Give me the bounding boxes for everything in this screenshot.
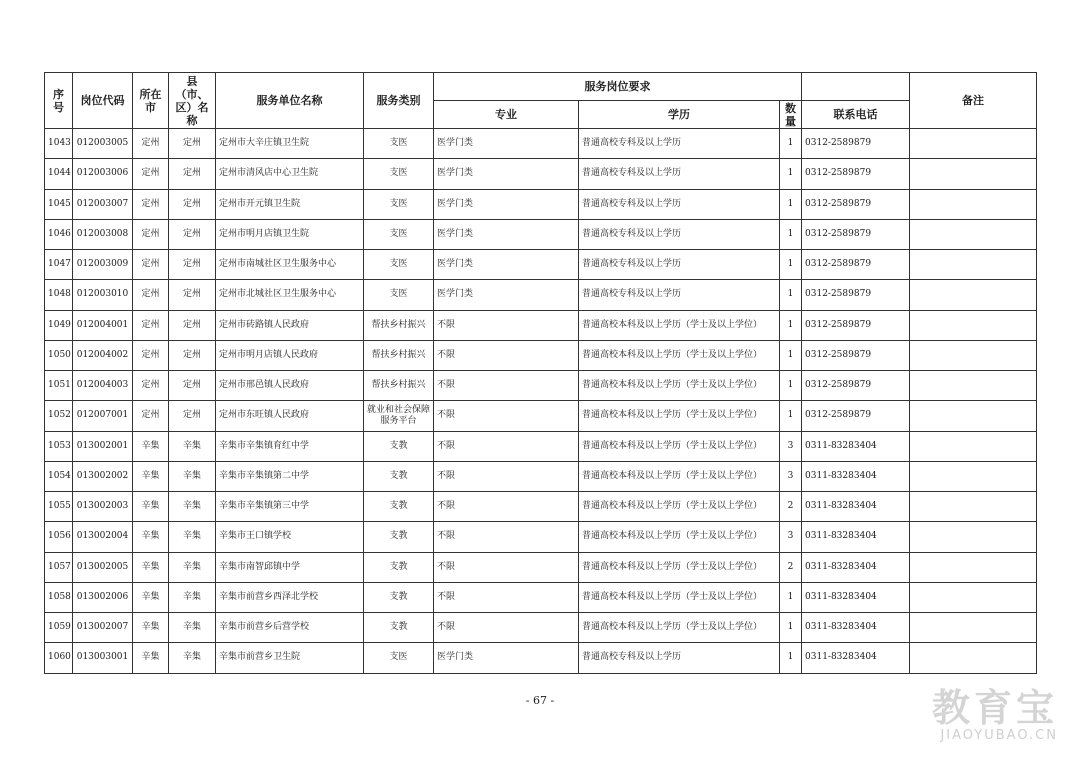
cell-education: 普通高校本科及以上学历（学士及以上学位）	[579, 431, 780, 461]
cell-category: 帮扶乡村振兴	[364, 371, 434, 401]
cell-seq: 1046	[45, 219, 73, 249]
cell-code: 013002007	[73, 613, 133, 643]
cell-quantity: 1	[780, 189, 802, 219]
cell-education: 普通高校专科及以上学历	[579, 219, 780, 249]
cell-seq: 1044	[45, 159, 73, 189]
cell-unit: 辛集市前营乡西泽北学校	[216, 582, 364, 612]
cell-education: 普通高校本科及以上学历（学士及以上学位）	[579, 371, 780, 401]
cell-code: 012007001	[73, 401, 133, 431]
cell-education: 普通高校本科及以上学历（学士及以上学位）	[579, 613, 780, 643]
cell-education: 普通高校专科及以上学历	[579, 189, 780, 219]
cell-seq: 1060	[45, 643, 73, 673]
cell-code: 012003008	[73, 219, 133, 249]
table-row	[45, 159, 1037, 189]
cell-major: 不限	[434, 613, 579, 643]
header-requirements: 服务岗位要求	[434, 73, 802, 101]
cell-county: 定州	[169, 219, 216, 249]
cell-code: 013002002	[73, 461, 133, 491]
cell-education: 普通高校本科及以上学历（学士及以上学位）	[579, 552, 780, 582]
page-number: - 67 -	[525, 694, 555, 707]
cell-category: 支教	[364, 522, 434, 552]
cell-county: 定州	[169, 250, 216, 280]
cell-code: 012003005	[73, 129, 133, 159]
cell-education: 普通高校专科及以上学历	[579, 159, 780, 189]
cell-county: 辛集	[169, 431, 216, 461]
table-row	[45, 522, 1037, 552]
cell-code: 012004002	[73, 340, 133, 370]
cell-unit: 定州市东旺镇人民政府	[216, 401, 364, 431]
cell-seq: 1054	[45, 461, 73, 491]
cell-city: 定州	[133, 371, 169, 401]
cell-major: 医学门类	[434, 189, 579, 219]
cell-city: 定州	[133, 310, 169, 340]
cell-education: 普通高校本科及以上学历（学士及以上学位）	[579, 461, 780, 491]
cell-major: 医学门类	[434, 643, 579, 673]
cell-phone: 0311-83283404	[802, 431, 910, 461]
cell-quantity: 1	[780, 159, 802, 189]
cell-major: 不限	[434, 401, 579, 431]
cell-county: 定州	[169, 401, 216, 431]
cell-remark	[910, 643, 1037, 673]
cell-remark	[910, 340, 1037, 370]
cell-code: 013002003	[73, 492, 133, 522]
header-remark: 备注	[910, 73, 1037, 129]
header-city: 所在市	[133, 73, 169, 129]
header-seq: 序号	[45, 73, 73, 129]
cell-education: 普通高校本科及以上学历（学士及以上学位）	[579, 492, 780, 522]
cell-city: 辛集	[133, 431, 169, 461]
cell-code: 012003009	[73, 250, 133, 280]
cell-phone: 0312-2589879	[802, 280, 910, 310]
cell-city: 辛集	[133, 461, 169, 491]
cell-category: 支教	[364, 552, 434, 582]
header-county: 县（市、区）名称	[169, 73, 216, 129]
cell-county: 辛集	[169, 492, 216, 522]
table-row	[45, 310, 1037, 340]
table-row	[45, 492, 1037, 522]
cell-major: 不限	[434, 552, 579, 582]
cell-county: 定州	[169, 159, 216, 189]
cell-major: 不限	[434, 431, 579, 461]
cell-remark	[910, 159, 1037, 189]
cell-quantity: 3	[780, 431, 802, 461]
cell-seq: 1050	[45, 340, 73, 370]
cell-education: 普通高校本科及以上学历（学士及以上学位）	[579, 401, 780, 431]
cell-unit: 定州市开元镇卫生院	[216, 189, 364, 219]
cell-category: 支教	[364, 613, 434, 643]
cell-category: 支教	[364, 431, 434, 461]
cell-seq: 1059	[45, 613, 73, 643]
cell-quantity: 1	[780, 371, 802, 401]
cell-code: 013002004	[73, 522, 133, 552]
cell-remark	[910, 189, 1037, 219]
cell-unit: 定州市邢邑镇人民政府	[216, 371, 364, 401]
cell-remark	[910, 219, 1037, 249]
cell-education: 普通高校本科及以上学历（学士及以上学位）	[579, 522, 780, 552]
watermark-logo	[932, 688, 1058, 743]
cell-phone: 0311-83283404	[802, 613, 910, 643]
table-row	[45, 401, 1037, 431]
cell-major: 不限	[434, 522, 579, 552]
cell-unit: 辛集市辛集镇第三中学	[216, 492, 364, 522]
table-row	[45, 643, 1037, 673]
cell-category: 支医	[364, 250, 434, 280]
cell-county: 辛集	[169, 552, 216, 582]
cell-remark	[910, 461, 1037, 491]
cell-remark	[910, 613, 1037, 643]
cell-unit: 定州市明月店镇卫生院	[216, 219, 364, 249]
cell-seq: 1049	[45, 310, 73, 340]
cell-code: 013002005	[73, 552, 133, 582]
cell-remark	[910, 371, 1037, 401]
header-category: 服务类别	[364, 73, 434, 129]
cell-city: 辛集	[133, 522, 169, 552]
cell-city: 辛集	[133, 643, 169, 673]
cell-education: 普通高校本科及以上学历（学士及以上学位）	[579, 310, 780, 340]
cell-county: 辛集	[169, 582, 216, 612]
cell-phone: 0311-83283404	[802, 552, 910, 582]
cell-major: 医学门类	[434, 280, 579, 310]
cell-remark	[910, 582, 1037, 612]
cell-city: 定州	[133, 280, 169, 310]
cell-quantity: 1	[780, 310, 802, 340]
cell-phone: 0312-2589879	[802, 401, 910, 431]
cell-unit: 辛集市辛集镇育红中学	[216, 431, 364, 461]
cell-unit: 定州市明月店镇人民政府	[216, 340, 364, 370]
cell-major: 不限	[434, 461, 579, 491]
watermark-domain: JIAOYUBAO.CN	[940, 728, 1058, 743]
cell-unit: 定州市北城社区卫生服务中心	[216, 280, 364, 310]
cell-remark	[910, 401, 1037, 431]
cell-city: 定州	[133, 250, 169, 280]
cell-major: 医学门类	[434, 159, 579, 189]
cell-county: 定州	[169, 280, 216, 310]
cell-city: 定州	[133, 401, 169, 431]
cell-seq: 1045	[45, 189, 73, 219]
cell-seq: 1052	[45, 401, 73, 431]
cell-city: 辛集	[133, 613, 169, 643]
cell-code: 013003001	[73, 643, 133, 673]
cell-phone: 0311-83283404	[802, 461, 910, 491]
cell-phone: 0311-83283404	[802, 492, 910, 522]
cell-code: 012004003	[73, 371, 133, 401]
cell-unit: 辛集市前营乡后营学校	[216, 613, 364, 643]
cell-county: 定州	[169, 129, 216, 159]
cell-quantity: 1	[780, 280, 802, 310]
cell-category: 就业和社会保障服务平台	[364, 401, 434, 431]
cell-category: 支医	[364, 280, 434, 310]
cell-code: 012004001	[73, 310, 133, 340]
cell-major: 不限	[434, 582, 579, 612]
cell-city: 定州	[133, 159, 169, 189]
recruitment-table-sheet	[44, 72, 1036, 674]
cell-county: 辛集	[169, 643, 216, 673]
table-row	[45, 461, 1037, 491]
header-quantity: 数量	[780, 101, 802, 129]
table-body	[45, 129, 1037, 674]
cell-category: 帮扶乡村振兴	[364, 340, 434, 370]
cell-unit: 辛集市王口镇学校	[216, 522, 364, 552]
cell-phone: 0312-2589879	[802, 371, 910, 401]
cell-county: 辛集	[169, 613, 216, 643]
cell-remark	[910, 129, 1037, 159]
cell-county: 辛集	[169, 461, 216, 491]
cell-city: 辛集	[133, 552, 169, 582]
table-row	[45, 189, 1037, 219]
cell-unit: 辛集市南智邱镇中学	[216, 552, 364, 582]
cell-category: 支医	[364, 189, 434, 219]
table-row	[45, 250, 1037, 280]
cell-remark	[910, 492, 1037, 522]
cell-quantity: 1	[780, 129, 802, 159]
cell-remark	[910, 522, 1037, 552]
cell-quantity: 3	[780, 461, 802, 491]
cell-remark	[910, 431, 1037, 461]
cell-major: 医学门类	[434, 219, 579, 249]
cell-education: 普通高校专科及以上学历	[579, 250, 780, 280]
cell-city: 定州	[133, 340, 169, 370]
cell-city: 定州	[133, 129, 169, 159]
cell-seq: 1058	[45, 582, 73, 612]
cell-quantity: 1	[780, 582, 802, 612]
table-row	[45, 129, 1037, 159]
cell-major: 不限	[434, 310, 579, 340]
cell-code: 013002006	[73, 582, 133, 612]
cell-education: 普通高校本科及以上学历（学士及以上学位）	[579, 582, 780, 612]
cell-category: 支医	[364, 219, 434, 249]
cell-quantity: 1	[780, 401, 802, 431]
cell-unit: 定州市南城社区卫生服务中心	[216, 250, 364, 280]
cell-quantity: 1	[780, 340, 802, 370]
table-row	[45, 613, 1037, 643]
cell-phone: 0312-2589879	[802, 250, 910, 280]
cell-seq: 1048	[45, 280, 73, 310]
cell-city: 定州	[133, 189, 169, 219]
cell-quantity: 2	[780, 492, 802, 522]
cell-code: 012003007	[73, 189, 133, 219]
cell-county: 定州	[169, 189, 216, 219]
header-education: 学历	[579, 101, 780, 129]
cell-quantity: 1	[780, 613, 802, 643]
cell-county: 定州	[169, 340, 216, 370]
header-code: 岗位代码	[73, 73, 133, 129]
header-major: 专业	[434, 101, 579, 129]
header-phone-top	[802, 73, 910, 101]
cell-code: 012003006	[73, 159, 133, 189]
cell-code: 013002001	[73, 431, 133, 461]
header-phone: 联系电话	[802, 101, 910, 129]
cell-seq: 1043	[45, 129, 73, 159]
cell-category: 支医	[364, 159, 434, 189]
cell-code: 012003010	[73, 280, 133, 310]
cell-phone: 0312-2589879	[802, 189, 910, 219]
cell-major: 不限	[434, 371, 579, 401]
cell-phone: 0312-2589879	[802, 340, 910, 370]
table-row	[45, 552, 1037, 582]
cell-remark	[910, 250, 1037, 280]
cell-category: 支教	[364, 492, 434, 522]
cell-seq: 1057	[45, 552, 73, 582]
cell-seq: 1056	[45, 522, 73, 552]
cell-category: 支教	[364, 461, 434, 491]
cell-unit: 定州市砖路镇人民政府	[216, 310, 364, 340]
cell-remark	[910, 310, 1037, 340]
cell-phone: 0312-2589879	[802, 159, 910, 189]
positions-table	[44, 72, 1037, 674]
cell-seq: 1055	[45, 492, 73, 522]
cell-county: 辛集	[169, 522, 216, 552]
cell-quantity: 1	[780, 643, 802, 673]
cell-phone: 0312-2589879	[802, 129, 910, 159]
cell-seq: 1051	[45, 371, 73, 401]
cell-phone: 0312-2589879	[802, 219, 910, 249]
table-row	[45, 431, 1037, 461]
cell-unit: 定州市大辛庄镇卫生院	[216, 129, 364, 159]
table-row	[45, 582, 1037, 612]
cell-major: 不限	[434, 492, 579, 522]
table-row	[45, 340, 1037, 370]
cell-category: 支教	[364, 582, 434, 612]
table-row	[45, 280, 1037, 310]
cell-education: 普通高校专科及以上学历	[579, 280, 780, 310]
table-row	[45, 371, 1037, 401]
cell-remark	[910, 552, 1037, 582]
cell-education: 普通高校本科及以上学历（学士及以上学位）	[579, 340, 780, 370]
cell-category: 帮扶乡村振兴	[364, 310, 434, 340]
cell-phone: 0311-83283404	[802, 582, 910, 612]
cell-city: 辛集	[133, 492, 169, 522]
cell-city: 辛集	[133, 582, 169, 612]
cell-quantity: 3	[780, 522, 802, 552]
cell-quantity: 2	[780, 552, 802, 582]
cell-phone: 0311-83283404	[802, 643, 910, 673]
cell-remark	[910, 280, 1037, 310]
cell-education: 普通高校专科及以上学历	[579, 129, 780, 159]
cell-category: 支医	[364, 129, 434, 159]
cell-seq: 1053	[45, 431, 73, 461]
cell-seq: 1047	[45, 250, 73, 280]
cell-major: 不限	[434, 340, 579, 370]
cell-major: 医学门类	[434, 129, 579, 159]
table-row	[45, 219, 1037, 249]
cell-phone: 0311-83283404	[802, 522, 910, 552]
cell-county: 定州	[169, 371, 216, 401]
cell-city: 定州	[133, 219, 169, 249]
cell-education: 普通高校专科及以上学历	[579, 643, 780, 673]
cell-quantity: 1	[780, 219, 802, 249]
cell-unit: 辛集市前营乡卫生院	[216, 643, 364, 673]
cell-major: 医学门类	[434, 250, 579, 280]
cell-phone: 0312-2589879	[802, 310, 910, 340]
watermark-brand: 教育宝	[931, 686, 1058, 730]
cell-category: 支医	[364, 643, 434, 673]
header-unit: 服务单位名称	[216, 73, 364, 129]
cell-quantity: 1	[780, 250, 802, 280]
cell-unit: 定州市清风店中心卫生院	[216, 159, 364, 189]
cell-unit: 辛集市辛集镇第二中学	[216, 461, 364, 491]
cell-county: 定州	[169, 310, 216, 340]
